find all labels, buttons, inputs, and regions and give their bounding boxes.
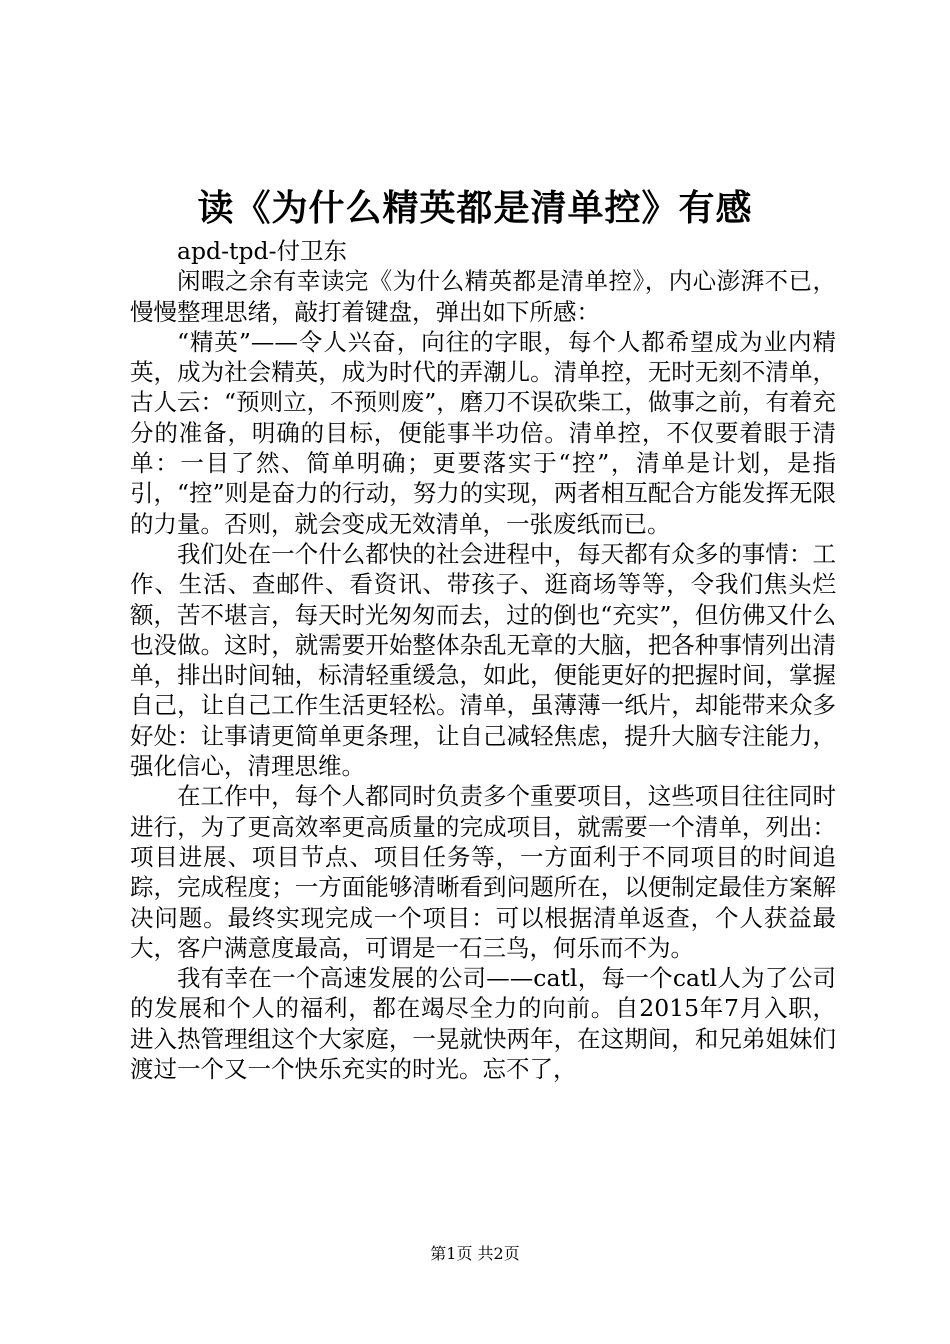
- paragraph-4: 在工作中，每个人都同时负责多个重要项目，这些项目往往同时进行，为了更高效率更高质量的完成项目，就需要一个清单，列出：项目进展、项目节点、项目任务等，一方面利于不同项目的时间追踪，完成程度；一方面能够清晰看到问题所在，以便制定最佳方案解决问题。最终实现完成一个项目：可以根据清单返查，个人获益最大，客户满意度最高，可谓是一石三鸟，何乐而不为。: [130, 782, 836, 962]
- page-footer: 第1页 共2页: [430, 1244, 520, 1263]
- author-line: apd-tpd-付卫东: [177, 237, 348, 265]
- document-title: 读《为什么精英都是清单控》有感: [197, 187, 753, 229]
- paragraph-3: 我们处在一个什么都快的社会进程中，每天都有众多的事情：工作、生活、查邮件、看资讯、带孩子、逛商场等等，令我们焦头烂额，苦不堪言，每天时光匆匆而去，过的倒也“充实”，但仿佛又什么也没做。这时，就需要开始整体杂乱无章的大脑，把各种事情列出清单，排出时间轴，标清轻重缓急，如此，便能更好的把握时间，掌握自己，让自己工作生活更轻松。清单，虽薄薄一纸片，却能带来众多好处：让事请更简单更条理，让自己减轻焦虑，提升大脑专注能力，强化信心，清理思维。: [130, 539, 836, 781]
- paragraph-5: 我有幸在一个高速发展的公司——catl，每一个catl人为了公司的发展和个人的福利，都在竭尽全力的向前。自2015年7月入职，进入热管理组这个大家庭，一晃就快两年，在这期间，和兄弟姐妹们渡过一个又一个快乐充实的时光。忘不了，: [130, 964, 836, 1084]
- paragraph-2: “精英”——令人兴奋，向往的字眼，每个人都希望成为业内精英，成为社会精英，成为时代的弄潮儿。清单控，无时无刻不清单，古人云：“预则立，不预则废”，磨刀不误砍柴工，做事之前，有着充分的准备，明确的目标，便能事半功倍。清单控，不仅要着眼于清单：一目了然、简单明确；更要落实于“控”，清单是计划，是指引，“控”则是奋力的行动，努力的实现，两者相互配合方能发挥无限的力量。否则，就会变成无效清单，一张废纸而已。: [130, 327, 836, 538]
- document-body: [130, 236, 836, 1084]
- paragraph-1: 闲暇之余有幸读完《为什么精英都是清单控》，内心澎湃不已，慢慢整理思绪，敲打着键盘，弹出如下所感：: [130, 267, 836, 326]
